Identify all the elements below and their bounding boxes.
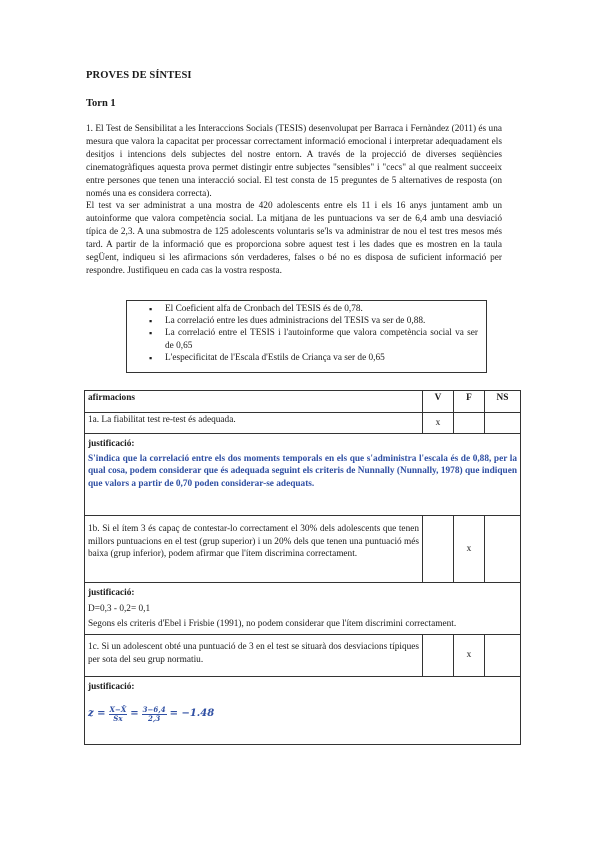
fraction-numerator: 3−6,4 — [142, 704, 166, 714]
data-box — [126, 300, 487, 373]
answers-table — [84, 390, 521, 745]
header-f: F — [454, 391, 485, 413]
mark-ns-1c — [485, 635, 521, 677]
data-item: ▪ La correlació entre les dues administracions del TESIS va ser de 0,88. — [165, 315, 478, 327]
justification-text-1a: S'indica que la correlació entre els dos moments temporals en els que s'administra l'escala és de 0,88, per la qual cosa, podem considerar que és adequada seguint els criteris de Nunnally (Nunnally, 1978) que indiquen que valors a partir de 0,70 poden considerar-se adequats. — [88, 453, 517, 489]
header-v: V — [423, 391, 454, 413]
mark-f-1a — [454, 413, 485, 434]
table-row — [85, 635, 521, 677]
statement-1a: 1a. La fiabilitat test re-test és adequada. — [85, 413, 423, 434]
mark-v-1c — [423, 635, 454, 677]
header-statement: afirmacions — [85, 391, 423, 413]
justification-row — [85, 677, 521, 745]
data-item: ▪ L'especificitat de l'Escala d'Estils de Criança va ser de 0,65 — [165, 352, 478, 364]
intro-paragraph-2: El test va ser administrat a una mostra de 420 adolescents entre els 11 i els 16 anys juntament amb un autoinforme que valora competència social. La mitjana de les puntuacions va ser de 6,4 amb una desviació típica de 2,3. A una submostra de 125 adolescents voluntaris se'ls va administrar de nou el test tres mesos més tard. A partir de la informació que es proporciona sobre aquest test i les dades que es mostren en la taula segÜent, indiqueu si les afirmacions són verdaderes, falses o bé no es disposa de suficient informació per respondre. Justifiqueu en cada cas la vostra resposta. — [86, 201, 502, 276]
section-heading: Torn 1 — [86, 98, 116, 109]
page-title: PROVES DE SÍNTESI — [86, 70, 192, 81]
formula-fraction-2 — [142, 706, 167, 723]
statement-1c: 1c. Si un adolescent obté una puntuació de 3 en el test se situarà dos desviacions típiques per sota del seu grup normatiu. — [85, 635, 423, 677]
justification-label: justificació: — [88, 682, 135, 692]
mark-ns-1a — [485, 413, 521, 434]
justification-1c — [85, 677, 521, 745]
justification-text-1b-1: D=0,3 - 0,2= 0,1 — [88, 603, 151, 614]
justification-text-1b-2: Segons els criteris d'Ebel i Frisbie (1991), no podem considerar que l'ítem discrimini correctament. — [88, 619, 457, 630]
justification-1b — [85, 583, 521, 635]
intro-paragraph-1: 1. El Test de Sensibilitat a les Interaccions Socials (TESIS) desenvolupat per Barraca i Fernàndez (2011) és una mesura que valora la capacitat per processar correctament informació emocional i interpretar adequadament els desitjos i intencions dels subjectes del nostre entorn. A través de la projecció de diverses seqüències cinematogràfiques aquesta prova permet distingir entre subjectes "sensibles" i "cecs" al que realment succeeix entre persones que tenen una interacció social. El test consta de 15 preguntes de 5 alternatives de resposta (on només una es considera correcta). — [86, 124, 502, 199]
fraction-denominator: 2,3 — [148, 713, 161, 723]
fraction-numerator: X−X̄ — [109, 704, 127, 714]
mark-f-1c: x — [454, 635, 485, 677]
intro-text — [86, 123, 502, 278]
justification-label: justificació: — [88, 588, 135, 598]
mark-v-1a: x — [423, 413, 454, 434]
justification-1a — [85, 434, 521, 516]
data-list — [151, 303, 478, 364]
justification-row — [85, 434, 521, 516]
mark-f-1b: x — [454, 516, 485, 583]
mark-v-1b — [423, 516, 454, 583]
mark-ns-1b — [485, 516, 521, 583]
statement-1b: 1b. Si el ítem 3 és capaç de contestar-lo correctament el 30% dels adolescents que tenen millors puntuacions en el test (grup superior) i un 20% dels que tenen una puntuació més baixa (grup inferior), podem afirmar que l'ítem discrimina correctament. — [85, 516, 423, 583]
fraction-denominator: Sx — [113, 713, 123, 723]
data-item: ▪ La correlació entre el TESIS i l'autoinforme que valora competència social va ser de 0,65 — [165, 327, 478, 351]
formula-fraction-1 — [109, 706, 128, 723]
data-item: ▪ El Coeficient alfa de Cronbach del TESIS és de 0,78. — [165, 303, 478, 315]
z-score-formula — [88, 706, 517, 723]
justification-row — [85, 583, 521, 635]
justification-label: justificació: — [88, 439, 135, 449]
header-ns: NS — [485, 391, 521, 413]
table-row — [85, 516, 521, 583]
table-row — [85, 413, 521, 434]
formula-equals: = — [130, 707, 139, 719]
table-header-row — [85, 391, 521, 413]
formula-result: = −1.48 — [169, 707, 215, 719]
formula-lhs: z = — [88, 707, 106, 719]
